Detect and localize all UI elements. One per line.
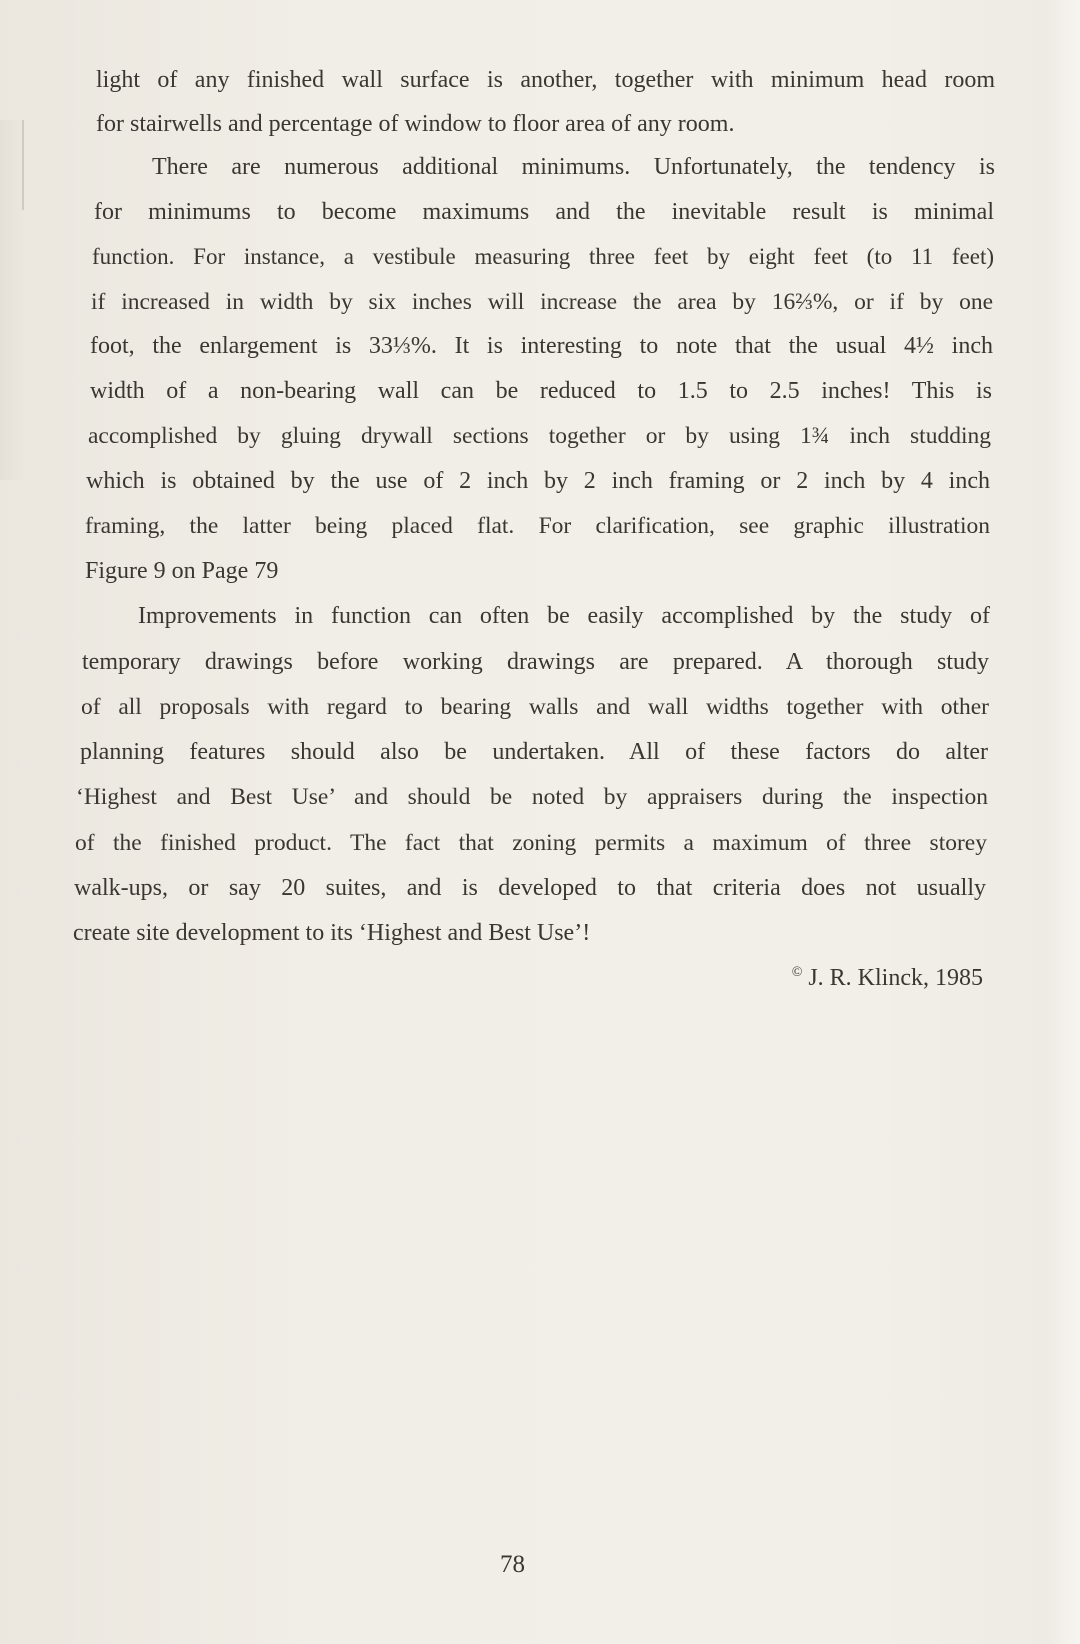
copyright-text: J. R. Klinck, 1985 (808, 965, 983, 991)
text-line: light of any finished wall surface is another, together with minimum head room (96, 67, 995, 93)
page-number: 78 (500, 1551, 525, 1578)
scan-edge-line (22, 120, 24, 210)
text-line: which is obtained by the use of 2 inch by 2 inch framing or 2 inch by 4 inch (86, 468, 990, 494)
text-line: function. For instance, a vestibule measuring three feet by eight feet (to 11 feet) (92, 244, 994, 269)
copyright-symbol: © (791, 965, 803, 980)
text-line: temporary drawings before working drawings are prepared. A thorough study (82, 649, 989, 675)
text-line: planning features should also be undertaken. All of these factors do alter (80, 739, 988, 765)
text-line: create site development to its ‘Highest and Best Use’! (73, 920, 591, 946)
text-line: for minimums to become maximums and the inevitable result is minimal (94, 199, 994, 225)
paragraph-start-line: Improvements in function can often be easily accomplished by the study of (138, 603, 990, 629)
scan-edge-shadow (0, 120, 24, 480)
text-line: walk-ups, or say 20 suites, and is developed to that criteria does not usually (74, 875, 986, 901)
text-line: width of a non-bearing wall can be reduced to 1.5 to 2.5 inches! This is (90, 378, 992, 404)
text-line: Figure 9 on Page 79 (85, 558, 279, 584)
copyright-notice (792, 965, 983, 992)
paragraph-start-line: There are numerous additional minimums. Unfortunately, the tendency is (152, 154, 995, 180)
text-line: framing, the latter being placed flat. For clarification, see graphic illustration (85, 513, 990, 539)
text-line: accomplished by gluing drywall sections together or by using 1¾ inch studding (88, 423, 991, 449)
text-line: of all proposals with regard to bearing walls and wall widths together with other (81, 694, 989, 720)
text-line: ‘Highest and Best Use’ and should be noted by appraisers during the inspection (76, 784, 988, 810)
text-line: of the finished product. The fact that zoning permits a maximum of three storey (75, 830, 987, 856)
text-line: foot, the enlargement is 33⅓%. It is interesting to note that the usual 4½ inch (90, 333, 993, 359)
text-line: if increased in width by six inches will increase the area by 16⅔%, or if by one (91, 289, 993, 315)
text-line: for stairwells and percentage of window to floor area of any room. (96, 111, 735, 137)
